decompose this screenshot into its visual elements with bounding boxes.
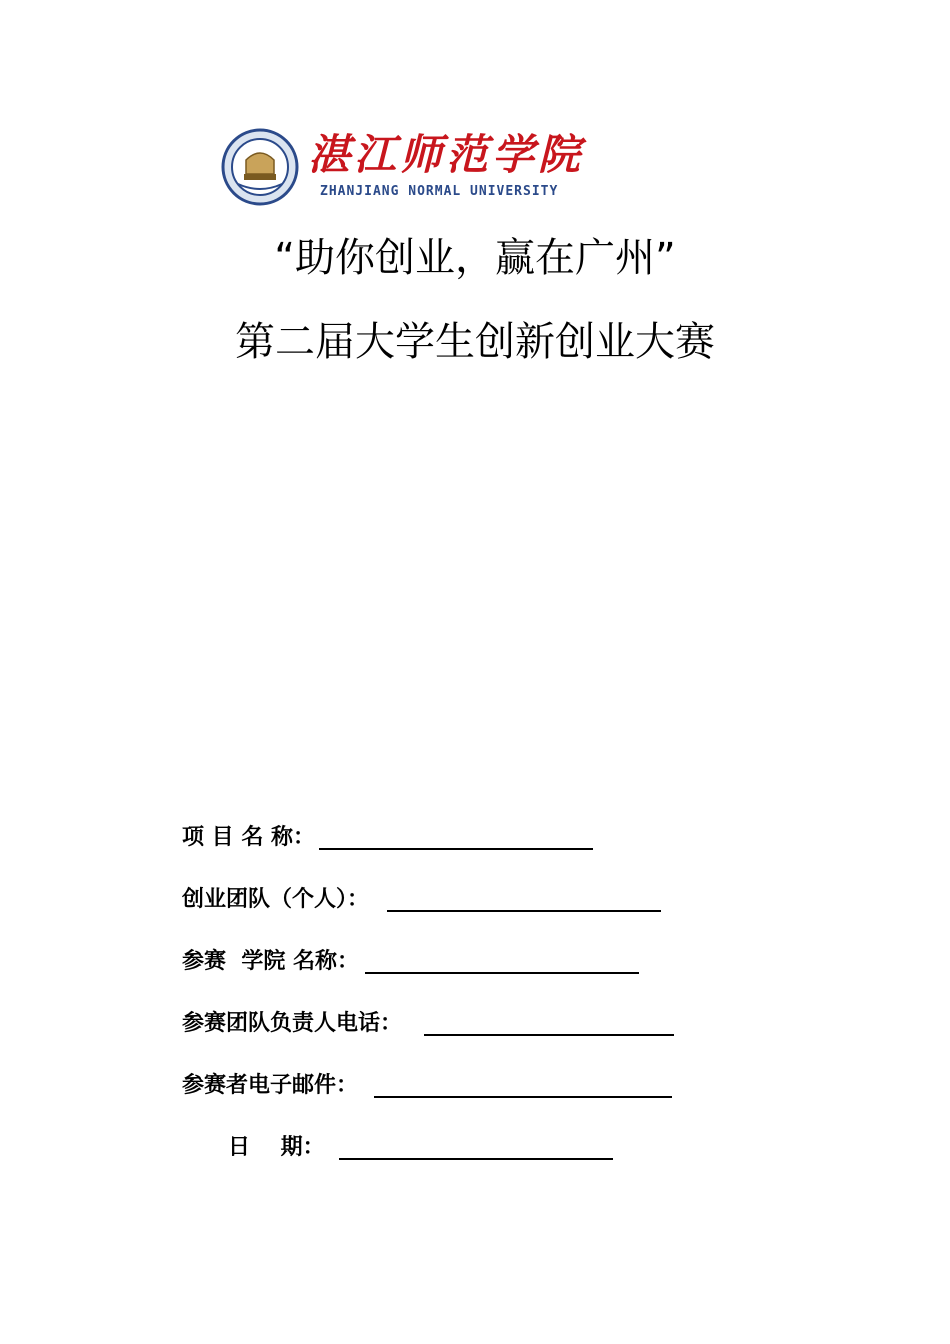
field-label: 创业团队（个人）： bbox=[182, 887, 370, 912]
field-label: 日 期： bbox=[228, 1135, 325, 1160]
college-name-field[interactable] bbox=[182, 946, 639, 976]
date-blank[interactable] bbox=[339, 1138, 613, 1160]
date-field[interactable] bbox=[228, 1132, 613, 1162]
page-subtitle: 第二届大学生创新创业大赛 bbox=[235, 319, 715, 365]
page-title: “助你创业，赢在广州” bbox=[274, 235, 676, 281]
university-logo bbox=[220, 128, 590, 206]
logo-english-name: ZHANJIANG NORMAL UNIVERSITY bbox=[320, 184, 559, 199]
leader-phone-field[interactable] bbox=[182, 1008, 674, 1038]
project-name-blank[interactable] bbox=[319, 828, 593, 850]
team-field[interactable] bbox=[182, 884, 661, 914]
email-field[interactable] bbox=[182, 1070, 672, 1100]
email-blank[interactable] bbox=[374, 1076, 672, 1098]
leader-phone-blank[interactable] bbox=[424, 1014, 674, 1036]
university-seal-icon bbox=[220, 128, 300, 206]
field-label: 参赛团队负责人电话： bbox=[182, 1011, 403, 1036]
field-label: 项 目 名 称： bbox=[182, 825, 315, 850]
logo-chinese-name: 湛江师范学院 bbox=[308, 130, 585, 179]
project-name-field[interactable] bbox=[182, 822, 593, 852]
team-blank[interactable] bbox=[387, 890, 661, 912]
field-label: 参赛 学院 名称： bbox=[182, 949, 359, 974]
field-label: 参赛者电子邮件： bbox=[182, 1073, 359, 1098]
college-name-blank[interactable] bbox=[365, 952, 639, 974]
